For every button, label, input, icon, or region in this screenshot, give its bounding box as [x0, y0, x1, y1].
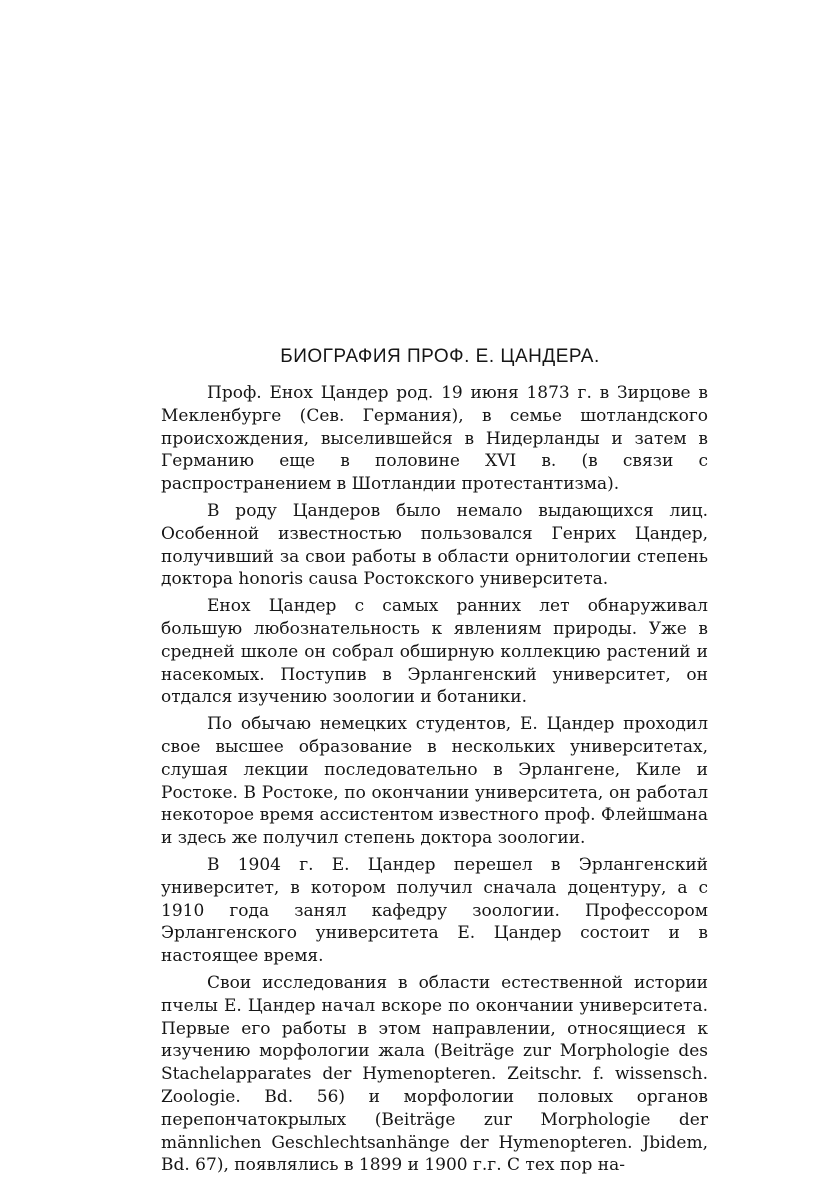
page-title: БИОГРАФИЯ ПРОФ. Е. ЦАНДЕРА. [280, 346, 600, 367]
body-text [161, 382, 708, 1181]
paragraph-6: Свои исследования в области естественной истории пчелы Е. Цандер начал вскоре по окончании университета. Первые его работы в этом направлении, относящиеся к изучению морфологии жала (Beiträge zur Morphologie des Stachelapparates der Hymenopteren. Zeitschr. f. wissensch. Zoologie. Bd. 56) и морфологии половых органов перепончатокрылых (Beiträge zur Morphologie der männlichen Geschlechtsanhänge der Hymenopteren. Jbidem, Bd. 67), появлялись в 1899 и 1900 г.г. С тех пор на- [161, 972, 708, 1176]
paragraph-4: По обычаю немецких студентов, Е. Цандер проходил свое высшее образование в нескольких университетах, слушая лекции последовательно в Эрлангене, Киле и Ростоке. В Ростоке, по окончании университета, он работал некоторое время ассистентом известного проф. Флейшмана и здесь же получил степень доктора зоологии. [161, 714, 708, 849]
paragraph-5: В 1904 г. Е. Цандер перешел в Эрлангенский университет, в котором получил сначала доцентуру, а с 1910 года занял кафедру зоологии. Профессором Эрлангенского университета Е. Цандер состоит и в настоящее время. [161, 854, 708, 967]
paragraph-2: В роду Цандеров было немало выдающихся лиц. Особенной известностью пользовался Генрих Цандер, получивший за свои работы в области орнитологии степень доктора honoris causa Ростокского университета. [161, 500, 708, 590]
paragraph-3: Енох Цандер с самых ранних лет обнаруживал большую любознательность к явлениям природы. Уже в средней школе он собрал обширную коллекцию растений и насекомых. Поступив в Эрлангенский университет, он отдался изучению зоологии и ботаники. [161, 596, 708, 708]
paragraph-1: Проф. Енох Цандер род. 19 июня 1873 г. в Зирцове в Мекленбурге (Сев. Германия), в семье шотландского происхождения, выселившейся в Нидерланды и затем в Германию еще в половине XVI в. (в связи с распространением в Шотландии протестантизма). [161, 383, 708, 495]
